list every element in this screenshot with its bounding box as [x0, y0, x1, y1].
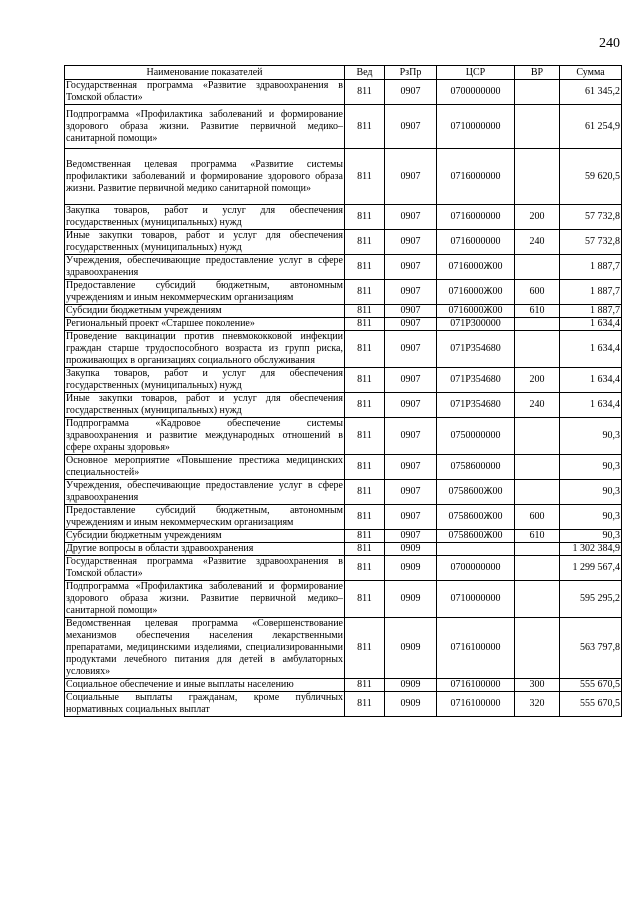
cell-csr: 0758600Ж00 [437, 530, 515, 543]
cell-name: Субсидии бюджетным учреждениям [65, 530, 345, 543]
cell-vr [515, 581, 560, 618]
cell-sum: 57 732,8 [560, 230, 622, 255]
cell-rzpr: 0907 [385, 280, 437, 305]
cell-ved: 811 [345, 530, 385, 543]
cell-rzpr: 0907 [385, 393, 437, 418]
cell-csr: 0710000000 [437, 581, 515, 618]
table-row [65, 149, 622, 205]
cell-ved: 811 [345, 505, 385, 530]
cell-vr: 200 [515, 205, 560, 230]
cell-sum: 90,3 [560, 455, 622, 480]
cell-name: Социальные выплаты гражданам, кроме публичных нормативных социальных выплат [66, 692, 343, 715]
cell-rzpr: 0907 [385, 331, 437, 368]
cell-ved: 811 [345, 480, 385, 505]
cell-sum: 563 797,8 [560, 618, 622, 679]
table-row [65, 418, 622, 455]
cell-csr: 071P354680 [437, 393, 515, 418]
cell-vr [515, 318, 560, 331]
cell-ved: 811 [345, 149, 385, 205]
cell-vr [515, 105, 560, 149]
cell-ved: 811 [345, 305, 385, 318]
cell-sum: 90,3 [560, 480, 622, 505]
cell-ved: 811 [345, 543, 385, 556]
cell-csr: 0716000000 [437, 149, 515, 205]
cell-name: Ведомственная целевая программа «Совершенствование механизмов обеспечения населения лекарственными препаратами, медицинскими изделиями, специализированными продуктами лечебного питания для детей в амбулаторных условиях» [66, 618, 343, 677]
table-row [65, 305, 622, 318]
cell-sum: 1 634,4 [560, 331, 622, 368]
cell-sum: 1 887,7 [560, 305, 622, 318]
cell-csr: 071P300000 [437, 318, 515, 331]
cell-sum: 90,3 [560, 505, 622, 530]
cell-ved: 811 [345, 318, 385, 331]
cell-name: Подпрограмма «Профилактика заболеваний и формирование здорового образа жизни. Развитие первичной медико–санитарной помощи» [66, 581, 343, 616]
table-row [65, 505, 622, 530]
cell-rzpr: 0909 [385, 556, 437, 581]
cell-name: Подпрограмма «Профилактика заболеваний и формирование здорового образа жизни. Развитие первичной медико–санитарной помощи» [65, 105, 345, 149]
cell-vr: 600 [515, 505, 560, 530]
header-name: Наименование показателей [65, 66, 345, 80]
cell-ved: 811 [345, 393, 385, 418]
table-row [65, 581, 622, 618]
cell-name: Подпрограмма «Кадровое обеспечение системы здравоохранения и развитие международных отношений в сфере охраны здоровья» [66, 418, 343, 453]
table-row [65, 255, 622, 280]
table-row [65, 556, 622, 581]
cell-name: Предоставление субсидий бюджетным, автономным учреждениям и иным некоммерческим организациям [66, 505, 343, 528]
cell-csr: 0716100000 [437, 618, 515, 679]
cell-sum: 1 634,4 [560, 368, 622, 393]
cell-csr [437, 543, 515, 556]
cell-name: Региональный проект «Старшее поколение» [65, 318, 345, 331]
cell-csr: 071P354680 [437, 368, 515, 393]
cell-csr: 071P354680 [437, 331, 515, 368]
table-row [65, 530, 622, 543]
cell-csr: 0700000000 [437, 556, 515, 581]
table-row [65, 393, 622, 418]
cell-name: Проведение вакцинации против пневмококковой инфекции граждан старше трудоспособного возраста из групп риска, проживающих в организациях социального обслуживания [66, 331, 343, 366]
cell-rzpr: 0907 [385, 230, 437, 255]
cell-name: Иные закупки товаров, работ и услуг для обеспечения государственных (муниципальных) нужд [66, 393, 343, 416]
table-row [65, 80, 622, 105]
cell-csr: 0700000000 [437, 80, 515, 105]
cell-sum: 90,3 [560, 418, 622, 455]
cell-rzpr: 0907 [385, 480, 437, 505]
table-row [65, 205, 622, 230]
cell-csr: 0758600Ж00 [437, 505, 515, 530]
budget-table [64, 65, 622, 717]
cell-name: Учреждения, обеспечивающие предоставление услуг в сфере здравоохранения [66, 480, 343, 503]
cell-ved: 811 [345, 618, 385, 679]
cell-vr: 240 [515, 230, 560, 255]
cell-ved: 811 [345, 581, 385, 618]
cell-ved: 811 [345, 556, 385, 581]
table-row [65, 618, 622, 679]
cell-sum: 59 620,5 [560, 149, 622, 205]
cell-vr [515, 80, 560, 105]
cell-sum: 57 732,8 [560, 205, 622, 230]
cell-csr: 0716100000 [437, 692, 515, 717]
cell-csr: 0716000000 [437, 205, 515, 230]
cell-csr: 0710000000 [437, 105, 515, 149]
cell-name: Учреждения, обеспечивающие предоставление услуг в сфере здравоохранения [66, 255, 343, 278]
cell-rzpr: 0909 [385, 618, 437, 679]
header-vr: ВР [515, 66, 560, 80]
cell-csr: 0758600000 [437, 455, 515, 480]
cell-ved: 811 [345, 80, 385, 105]
header-ved: Вед [345, 66, 385, 80]
table-row [65, 230, 622, 255]
header-rzpr: РзПр [385, 66, 437, 80]
cell-csr: 0716000Ж00 [437, 280, 515, 305]
cell-name: Закупка товаров, работ и услуг для обеспечения государственных (муниципальных) нужд [66, 205, 343, 228]
table-row [65, 368, 622, 393]
cell-vr [515, 255, 560, 280]
cell-vr: 600 [515, 280, 560, 305]
cell-sum: 555 670,5 [560, 679, 622, 692]
cell-ved: 811 [345, 255, 385, 280]
cell-csr: 0716000Ж00 [437, 305, 515, 318]
cell-sum: 1 299 567,4 [560, 556, 622, 581]
cell-rzpr: 0909 [385, 692, 437, 717]
cell-rzpr: 0907 [385, 105, 437, 149]
cell-ved: 811 [345, 331, 385, 368]
table-row [65, 543, 622, 556]
table-row [65, 105, 622, 149]
cell-rzpr: 0907 [385, 305, 437, 318]
cell-sum: 1 887,7 [560, 280, 622, 305]
cell-vr [515, 149, 560, 205]
cell-sum: 1 302 384,9 [560, 543, 622, 556]
cell-vr [515, 543, 560, 556]
header-csr: ЦСР [437, 66, 515, 80]
cell-vr [515, 556, 560, 581]
cell-sum: 90,3 [560, 530, 622, 543]
cell-rzpr: 0907 [385, 418, 437, 455]
cell-rzpr: 0907 [385, 455, 437, 480]
cell-vr: 320 [515, 692, 560, 717]
cell-sum: 1 634,4 [560, 393, 622, 418]
cell-name: Социальное обеспечение и иные выплаты населению [65, 679, 345, 692]
cell-vr: 240 [515, 393, 560, 418]
cell-ved: 811 [345, 205, 385, 230]
cell-rzpr: 0907 [385, 80, 437, 105]
cell-vr [515, 418, 560, 455]
cell-name: Основное мероприятие «Повышение престижа медицинских специальностей» [66, 455, 343, 478]
cell-sum: 1 887,7 [560, 255, 622, 280]
cell-sum: 61 345,2 [560, 80, 622, 105]
table-row [65, 280, 622, 305]
cell-rzpr: 0909 [385, 543, 437, 556]
cell-rzpr: 0907 [385, 318, 437, 331]
table-row [65, 455, 622, 480]
cell-vr: 610 [515, 530, 560, 543]
cell-csr: 0716000Ж00 [437, 255, 515, 280]
cell-ved: 811 [345, 692, 385, 717]
cell-sum: 595 295,2 [560, 581, 622, 618]
cell-name: Ведомственная целевая программа «Развитие системы профилактики заболеваний и формирование здорового образа жизни. Развитие первичной медико санитарной помощи» [65, 149, 345, 205]
cell-ved: 811 [345, 455, 385, 480]
cell-ved: 811 [345, 105, 385, 149]
page-number: 240 [599, 36, 620, 51]
cell-name: Предоставление субсидий бюджетным, автономным учреждениям и иным некоммерческим организациям [66, 280, 343, 303]
cell-vr [515, 455, 560, 480]
cell-sum: 555 670,5 [560, 692, 622, 717]
cell-vr: 610 [515, 305, 560, 318]
cell-ved: 811 [345, 230, 385, 255]
cell-csr: 0758600Ж00 [437, 480, 515, 505]
table-row [65, 318, 622, 331]
cell-name: Другие вопросы в области здравоохранения [65, 543, 345, 556]
cell-csr: 0716100000 [437, 679, 515, 692]
table-header-row [65, 66, 622, 80]
cell-ved: 811 [345, 679, 385, 692]
cell-name: Иные закупки товаров, работ и услуг для обеспечения государственных (муниципальных) нужд [66, 230, 343, 253]
cell-rzpr: 0909 [385, 679, 437, 692]
cell-csr: 0750000000 [437, 418, 515, 455]
cell-rzpr: 0907 [385, 368, 437, 393]
cell-rzpr: 0907 [385, 149, 437, 205]
cell-vr: 300 [515, 679, 560, 692]
cell-rzpr: 0907 [385, 255, 437, 280]
cell-sum: 61 254,9 [560, 105, 622, 149]
cell-vr: 200 [515, 368, 560, 393]
cell-sum: 1 634,4 [560, 318, 622, 331]
cell-vr [515, 331, 560, 368]
cell-name: Субсидии бюджетным учреждениям [65, 305, 345, 318]
cell-vr [515, 618, 560, 679]
cell-rzpr: 0907 [385, 530, 437, 543]
cell-rzpr: 0907 [385, 205, 437, 230]
cell-name: Государственная программа «Развитие здравоохранения в Томской области» [66, 556, 343, 579]
cell-rzpr: 0909 [385, 581, 437, 618]
cell-ved: 811 [345, 418, 385, 455]
cell-csr: 0716000000 [437, 230, 515, 255]
header-sum: Сумма [560, 66, 622, 80]
cell-ved: 811 [345, 368, 385, 393]
table-row [65, 692, 622, 717]
cell-name: Государственная программа «Развитие здравоохранения в Томской области» [66, 80, 343, 103]
table-row [65, 480, 622, 505]
cell-name: Закупка товаров, работ и услуг для обеспечения государственных (муниципальных) нужд [66, 368, 343, 391]
cell-vr [515, 480, 560, 505]
cell-rzpr: 0907 [385, 505, 437, 530]
table-row [65, 331, 622, 368]
cell-ved: 811 [345, 280, 385, 305]
table-row [65, 679, 622, 692]
